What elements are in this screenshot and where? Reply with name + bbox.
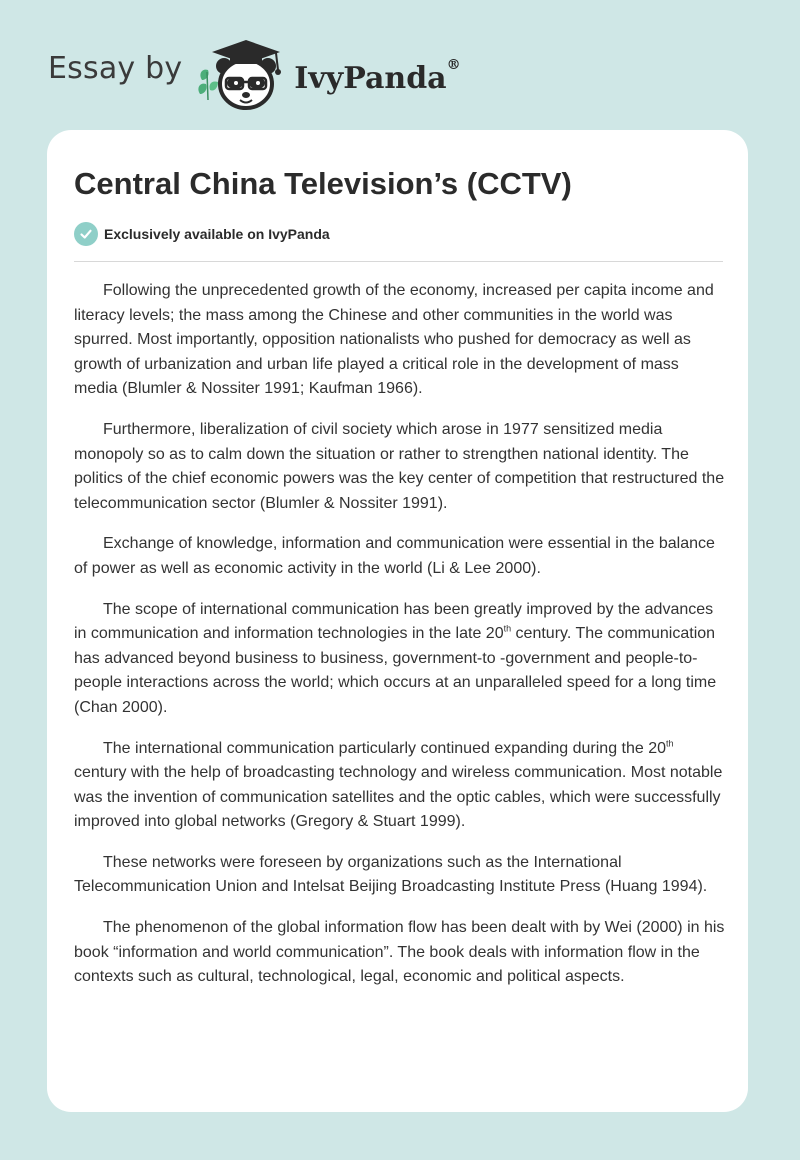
ordinal-suffix: th [503,623,512,634]
paragraph-5 [74,737,726,835]
paragraph-5-part-b: century with the help of broadcasting technology and wireless communication. Most notable was the invention of communication satellites and the optic cables, which were successfully improved into global networks (Gregory & Stuart 1999). [74,764,723,831]
essay-by-label: Essay by [48,50,183,86]
article-body [74,279,726,1006]
exclusive-badge-text: Exclusively available on IvyPanda [104,226,330,242]
paragraph-2: Furthermore, liberalization of civil society which arose in 1977 sensitized media monopoly so as to calm down the situation or rather to strengthen national identity. The politics of the chief economic powers was the key center of competition that restructured the telecommunication sector (Blumler & Nossiter 1991). [74,420,725,512]
brand-text: IvyPanda [294,60,447,96]
paragraph-6: These networks were foreseen by organizations such as the International Telecommunication Union and Intelsat Beijing Broadcasting Institute Press (Huang 1994). [74,853,708,896]
panda-graduate-icon[interactable] [196,34,292,114]
exclusive-badge [74,222,330,246]
ordinal-suffix: th [666,738,674,749]
paragraph-4 [74,598,726,721]
brand-name[interactable] [294,56,461,96]
paragraph-7: The phenomenon of the global information flow has been dealt with by Wei (2000) in his book “information and world communication”. The book deals with information flow in the contexts such as cultural, technological, legal, economic and political aspects. [74,919,725,986]
check-icon [74,222,98,246]
paragraph-5-part-a: The international communication particularly continued expanding during the 20 [103,739,667,757]
paragraph-1: Following the unprecedented growth of the economy, increased per capita income and literacy levels; the mass among the Chinese and other communities in the world was spurred. Most importantly, opposition nationalists who pushed for democracy as well as growth of urbanization and urban life played a critical role in the development of mass media (Blumler & Nossiter 1991; Kaufman 1966). [74,282,714,398]
title-divider [74,261,723,262]
article-card [47,130,748,1112]
ivy-leaf-icon [199,70,219,100]
article-title: Central China Television’s (CCTV) [74,166,572,201]
site-header [48,34,461,114]
registered-mark: ® [446,56,461,73]
paragraph-4-part-a: The scope of international communication has been greatly improved by the advances in communication and information technologies in the late 20 [74,600,714,643]
paragraph-3: Exchange of knowledge, information and communication were essential in the balance of power as well as economic activity in the world (Li & Lee 2000). [74,535,715,577]
paragraph-4-part-b: century. The communication has advanced beyond business to business, government-to -government and people-to-people interactions across the world; which occurs at an unparalleled speed for a long time (Chan 2000). [74,625,717,716]
